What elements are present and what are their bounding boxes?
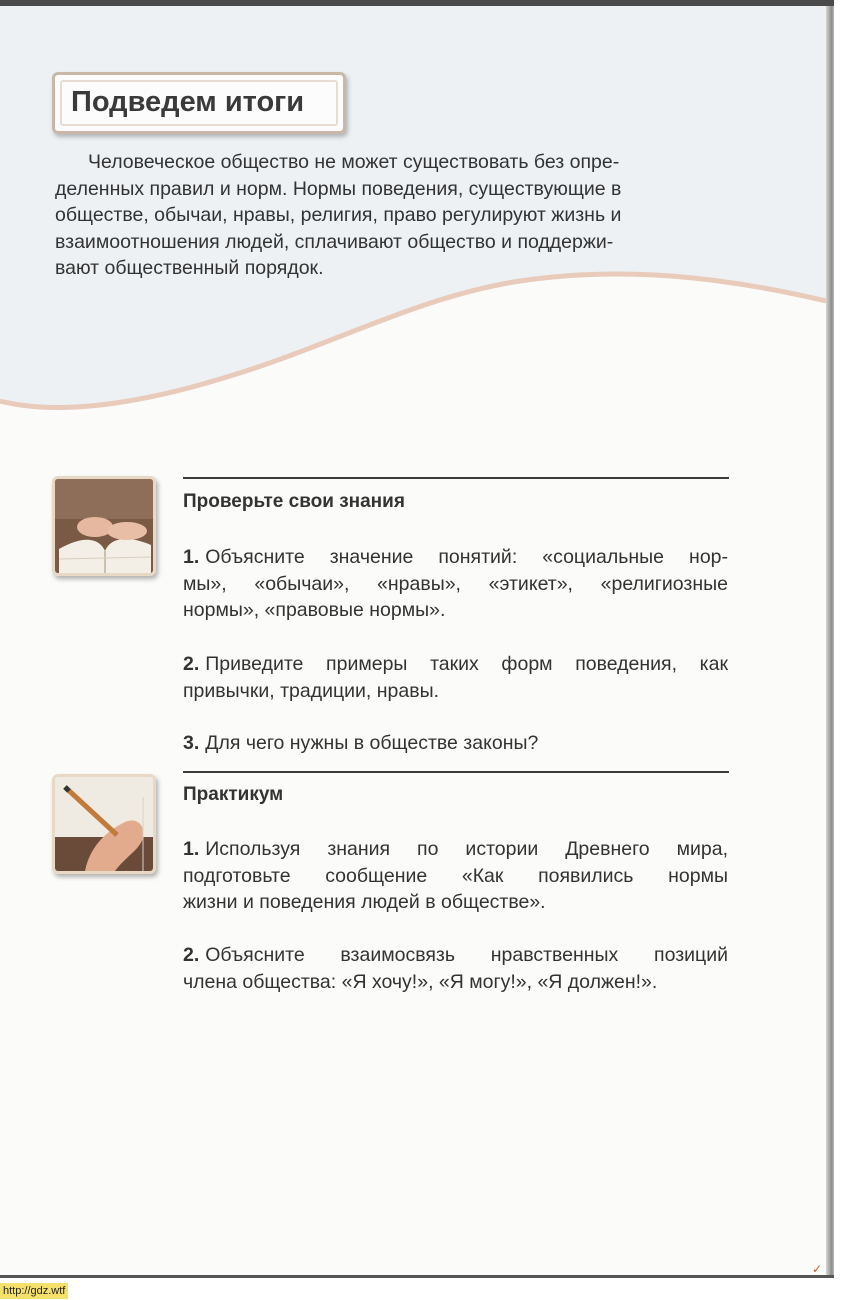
summary-line: обществе, обычаи, нравы, религия, право регулируют жизнь и [55, 204, 622, 226]
question-item [183, 651, 728, 704]
question-item [183, 544, 728, 624]
check-knowledge-title: Проверьте свои знания [183, 491, 405, 512]
question-text: Для чего нужны в обществе законы? [205, 732, 539, 754]
corner-mark-icon: ✓ [812, 1262, 823, 1276]
page-edge-shadow [826, 6, 834, 1276]
task-text: члена общества: «Я хочу!», «Я могу!», «Я должен!». [183, 970, 658, 993]
book-reading-icon [52, 476, 156, 576]
task-text: Используя знания по истории Древнего мира, [205, 838, 728, 860]
summary-line: Человеческое общество не может существовать без опре- [88, 151, 620, 173]
textbook-page [0, 6, 826, 1276]
question-item [183, 730, 728, 757]
section-title-box [52, 72, 346, 134]
section-divider [183, 477, 729, 479]
question-text: нормы», «правовые нормы». [183, 599, 446, 621]
page-bottom-edge [0, 1275, 834, 1278]
task-text: жизни и поведения людей в обществе». [183, 891, 546, 913]
summary-line: деленных правил и норм. Нормы поведения, существующие в [55, 177, 622, 200]
task-text: Объясните взаимосвязь нравственных позиций [205, 944, 728, 966]
question-number: 3. [183, 732, 200, 754]
question-text: привычки, традиции, нравы. [183, 679, 440, 702]
summary-paragraph [55, 149, 705, 282]
question-number: 2. [183, 653, 200, 675]
question-text: Объясните значение понятий: «социальные нор- [205, 546, 728, 568]
watermark-link[interactable]: http://gdz.wtf [0, 1283, 68, 1299]
practicum-item [183, 942, 728, 995]
section-divider [183, 771, 729, 773]
task-number: 2. [183, 944, 200, 966]
task-text: подготовьте сообщение «Как появились нормы [183, 864, 728, 887]
writing-hand-icon [52, 774, 156, 874]
summary-line: вают общественный порядок. [55, 257, 324, 279]
question-text: Приведите примеры таких форм поведения, как [205, 653, 728, 675]
summary-line: взаимоотношения людей, сплачивают общество и поддержи- [55, 230, 614, 253]
practicum-title: Практикум [183, 784, 284, 805]
question-text: мы», «обычаи», «нравы», «этикет», «религиозные [183, 572, 728, 595]
question-number: 1. [183, 546, 200, 568]
practicum-item [183, 836, 728, 916]
page-title: Подведем итоги [71, 86, 305, 118]
task-number: 1. [183, 838, 200, 860]
